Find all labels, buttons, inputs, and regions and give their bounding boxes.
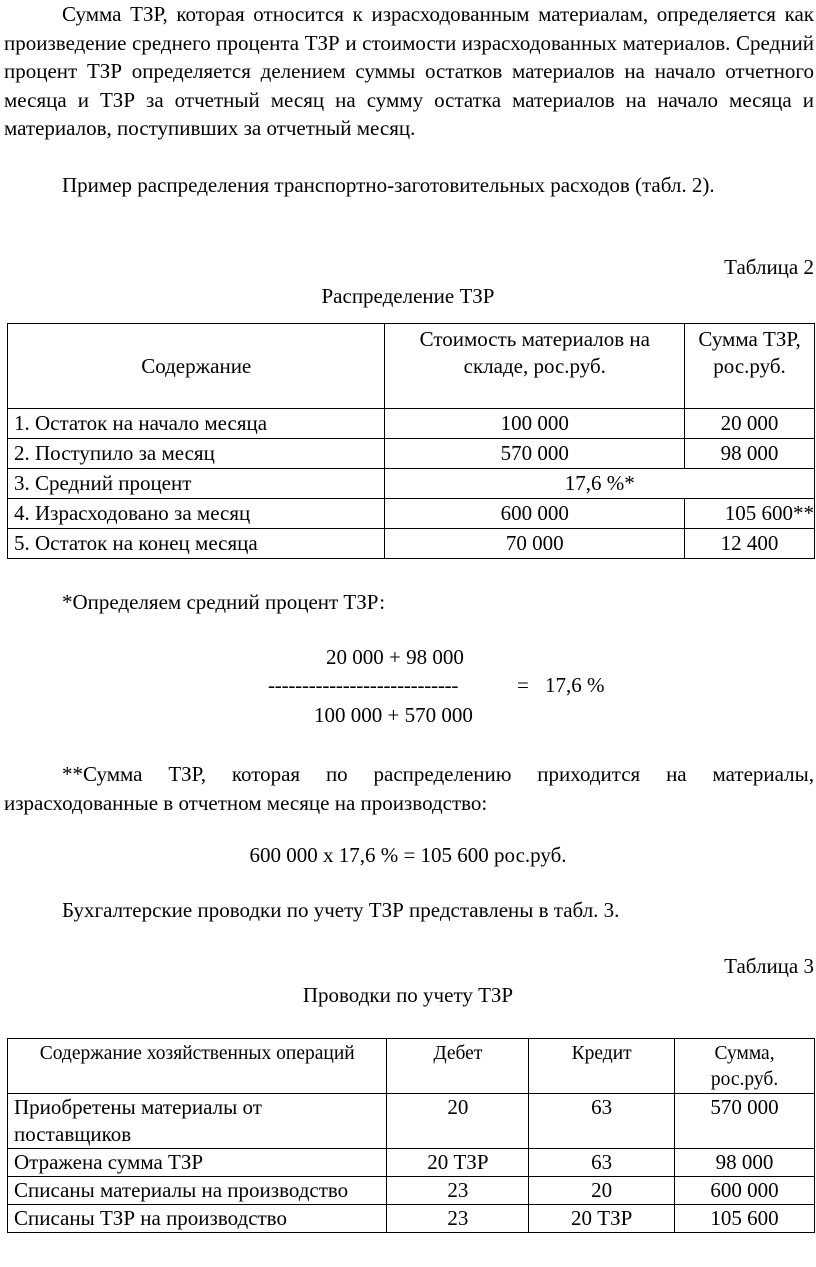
table-cell: 23 [387,1177,529,1205]
table-header-row [8,1039,815,1094]
column-header: Кредит [529,1039,675,1094]
table-cell: 105 600 [675,1205,815,1233]
table-cell: 570 000 [675,1094,815,1149]
table-row [8,409,815,439]
table-cell: 600 000 [675,1177,815,1205]
table-2 [7,323,815,559]
table-cell: 2. Поступило за месяц [8,439,385,469]
column-header: Стоимость материалов на складе, рос.руб. [385,324,685,409]
table-cell: 570 000 [385,439,685,469]
table-cell: 20 000 [685,409,815,439]
note-2-text: **Сумма ТЗР, которая по распределению приходится на материалы, израсходованные в отчетном месяце на производство: [4,762,814,815]
table-cell: 5. Остаток на конец месяца [8,529,385,559]
table-cell: 105 600** [685,499,815,529]
table-cell: 20 ТЗР [387,1149,529,1177]
column-header: Содержание хозяйственных операций [8,1039,387,1094]
table-cell: Списаны ТЗР на производство [8,1205,387,1233]
note-1-text: *Определяем средний процент ТЗР: [62,590,386,614]
table-cell: 23 [387,1205,529,1233]
column-header: Дебет [387,1039,529,1094]
table3-title: Проводки по учету ТЗР [302,983,514,1007]
table-cell: 98 000 [685,439,815,469]
column-header: Сумма, рос.руб. [675,1039,815,1094]
table-cell: 70 000 [385,529,685,559]
table-row [8,499,815,529]
table-row [8,1177,815,1205]
table-row [8,1205,815,1233]
table-cell: Приобретены материалы от поставщиков [8,1094,387,1149]
table-cell: 63 [529,1149,675,1177]
table-cell: 12 400 [685,529,815,559]
note-2-calculation: 600 000 х 17,6 % = 105 600 рос.руб. [249,843,567,867]
table3-label: Таблица 3 [724,954,814,978]
formula-fraction-line: ---------------------------- [268,673,459,697]
table-header-row [8,324,815,409]
table-cell: 100 000 [385,409,685,439]
table2-label: Таблица 2 [724,255,814,279]
table-row [8,1094,815,1149]
table-row [8,1149,815,1177]
table-cell: 20 [529,1177,675,1205]
column-header: Сумма ТЗР, рос.руб. [685,324,815,409]
formula-numerator: 20 000 + 98 000 [326,645,464,669]
table-cell: 98 000 [675,1149,815,1177]
paragraph-1: Сумма ТЗР, которая относится к израсходованным материалам, определяется как произведение среднего процента ТЗР и стоимости израсходованных материалов. Средний процент ТЗР определяется делением суммы остатков материалов на начало отчетного месяца и ТЗР за отчетный месяц на сумму остатка материалов на начало месяца и материалов, поступивших за отчетный месяц. [4,2,814,140]
paragraph-3: Бухгалтерские проводки по учету ТЗР представлены в табл. 3. [62,898,620,922]
table-cell: 600 000 [385,499,685,529]
paragraph-2: Пример распределения транспортно-заготовительных расходов (табл. 2). [62,173,715,197]
table2-title: Распределение ТЗР [321,284,495,308]
formula-equals: = [517,673,529,697]
table-3 [7,1038,815,1233]
table-cell: 1. Остаток на начало месяца [8,409,385,439]
table-cell: 20 ТЗР [529,1205,675,1233]
table-cell: Отражена сумма ТЗР [8,1149,387,1177]
table-cell: 17,6 %* [385,469,815,499]
column-header: Содержание [8,324,385,409]
formula-result: 17,6 % [545,673,605,697]
table-row [8,529,815,559]
formula-denominator: 100 000 + 570 000 [314,703,473,727]
table-cell: 20 [387,1094,529,1149]
table-cell: 4. Израсходовано за месяц [8,499,385,529]
table-cell: 63 [529,1094,675,1149]
table-row [8,439,815,469]
table-cell: 3. Средний процент [8,469,385,499]
table-row [8,469,815,499]
table-cell: Списаны материалы на производство [8,1177,387,1205]
